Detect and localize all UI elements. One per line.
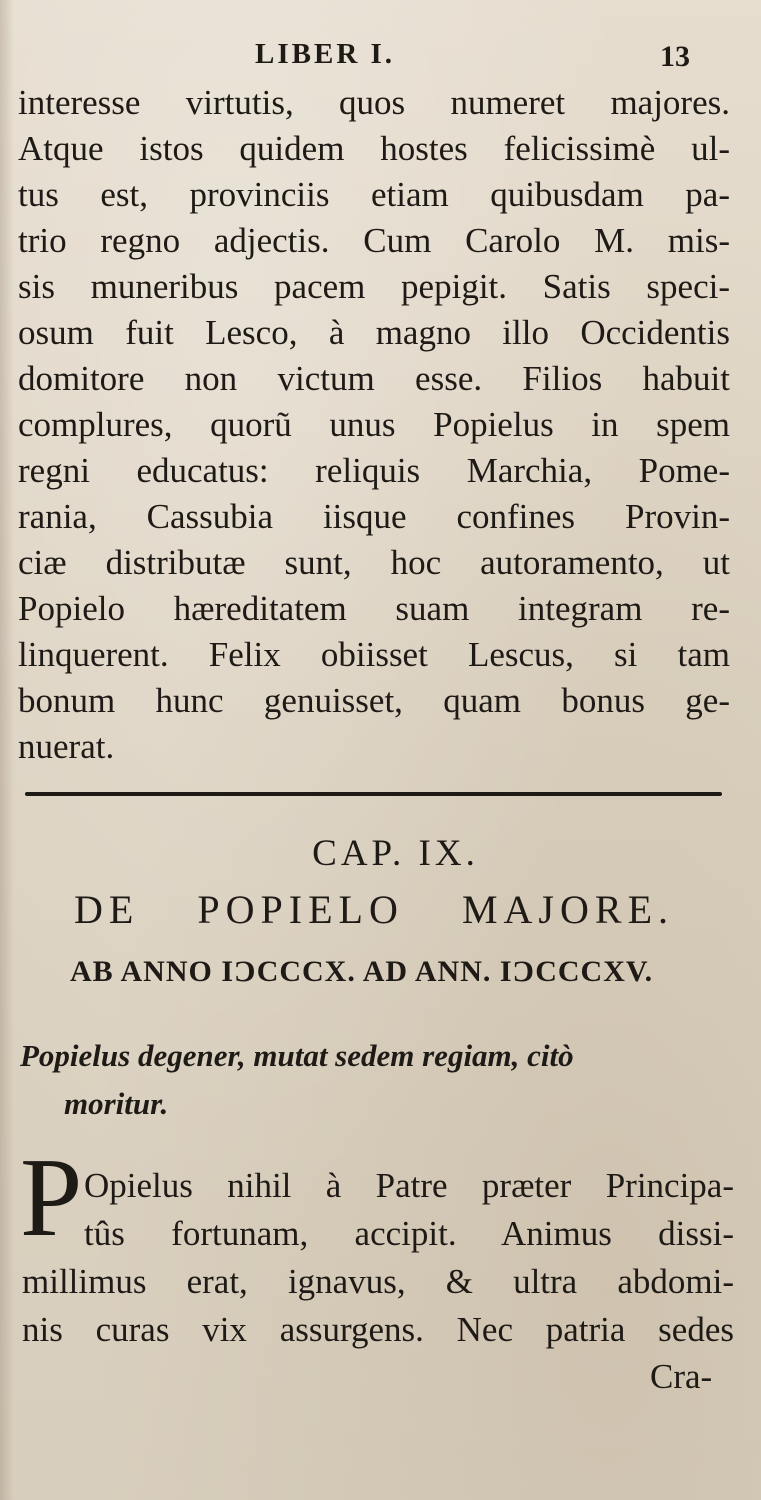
text-line: nis curas vix assurgens. Nec patria sedes bbox=[22, 1310, 734, 1349]
text-line: domitore non victum esse. Filios habuit bbox=[18, 359, 730, 398]
text-line: nuerat. bbox=[18, 727, 115, 766]
text-line: rania, Cassubia iisque confines Provin- bbox=[18, 497, 730, 536]
text-line: tus est, provinciis etiam quibusdam pa- bbox=[18, 175, 730, 214]
chapter-paragraph bbox=[22, 1162, 734, 1354]
text-line: Opielus nihil à Patre præter Principa- bbox=[84, 1166, 734, 1205]
text-line: osum fuit Lesco, à magno illo Occidentis bbox=[18, 313, 730, 352]
text-line: Atque istos quidem hostes felicissimè ul- bbox=[18, 129, 730, 168]
text-line: sis muneribus pacem pepigit. Satis speci- bbox=[18, 267, 730, 306]
catchword: Cra- bbox=[650, 1357, 713, 1396]
text-line: trio regno adjectis. Cum Carolo M. mis- bbox=[18, 221, 730, 260]
text-line: regni educatus: reliquis Marchia, Pome- bbox=[18, 451, 730, 490]
text-line: complures, quorũ unus Popielus in spem bbox=[18, 405, 730, 444]
body-paragraph bbox=[18, 80, 730, 770]
text-line: tûs fortunam, accipit. Animus dissi- bbox=[84, 1214, 734, 1253]
running-head: LIBER I. bbox=[255, 38, 396, 70]
summary-line: Popielus degener, mutat sedem regiam, citò bbox=[20, 1038, 574, 1073]
chapter-summary bbox=[20, 1032, 730, 1128]
page-number: 13 bbox=[660, 40, 690, 73]
chapter-title: DE POPIELO MAJORE. bbox=[74, 887, 674, 932]
text-line: Popielo hæreditatem suam integram re- bbox=[18, 589, 730, 628]
drop-cap: P bbox=[20, 1136, 83, 1260]
text-line: millimus erat, ignavus, & ultra abdomi- bbox=[22, 1262, 734, 1301]
section-divider bbox=[25, 792, 722, 796]
text-line: linquerent. Felix obiisset Lescus, si tam bbox=[18, 635, 730, 674]
text-line: bonum hunc genuisset, quam bonus ge- bbox=[18, 681, 730, 720]
summary-line: moritur. bbox=[64, 1086, 169, 1121]
chapter-dates: AB ANNO IϽCCCX. AD ANN. IϽCCCXV. bbox=[70, 955, 654, 988]
chapter-number: CAP. IX. bbox=[312, 833, 479, 874]
text-line: ciæ distributæ sunt, hoc autoramento, ut bbox=[18, 543, 730, 582]
text-line: interesse virtutis, quos numeret majores. bbox=[18, 83, 730, 122]
